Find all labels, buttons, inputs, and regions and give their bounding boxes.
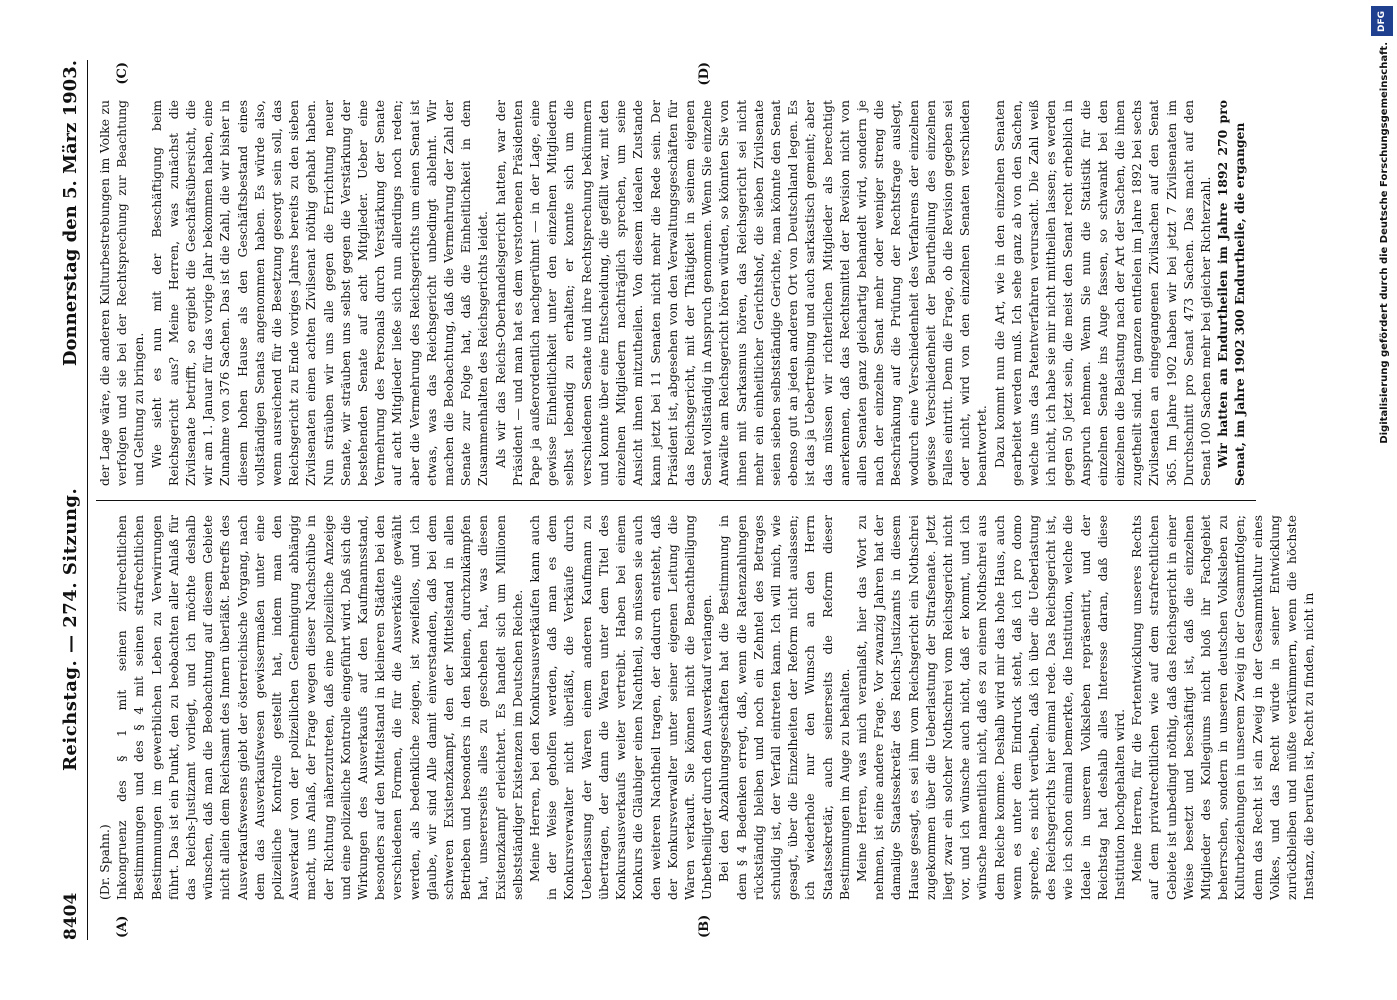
paragraph: Bei den Abzahlungsgeschäften hat die Bestimmung in dem § 4 Bedenken erregt, daß, wenn die Ratenzahlungen rückständig bleiben und noch ein Zehntel des Betrages schuldig ist, der Verfall eintreten kann. Ich will mich, wie gesagt, über die Einzelheiten der Reform nicht auslassen; ich wiederhole nur den Wunsch an den Herrn Staatssekretär, auch seinerseits die Reform dieser Bestimmungen im Auge zu behalten.: [716, 515, 852, 900]
page-number: 8404: [61, 892, 81, 940]
right-column: [96, 60, 1256, 500]
paragraph: Meine Herren, bei den Konkursausverkäufen kann auch in der Weise geholfen werden, daß man es dem Konkursverwalter nicht überläßt, die Verkäufe durch Ueberlassung der Waren einem anderen Kaufmann zu übertragen, der dann die Waren unter dem Titel des Konkursausverkaufs weiter vertreibt. Haben bei einem Konkurs die Gläubiger einen Nachtheil, so müssen sie auch den weiteren Nachtheil tragen, der dadurch entsteht, daß der Konkursverwalter unter seiner eigenen Leitung die Waren verkauft. Sie können nicht die Benachtheiligung Unbetheiligter durch den Ausverkauf verlangen.: [527, 515, 715, 900]
credit-text: Digitalisierung gefördert durch die Deutsche Forschungsgemeinschaft.: [1379, 42, 1390, 444]
header-session: Reichstag. — 274. Sitzung.: [60, 487, 81, 772]
margin-mark-a: (A): [115, 915, 130, 938]
digitization-credit: [1369, 6, 1393, 996]
paragraph: Inkongruenz des § 1 mit seinen zivilrechtlichen Bestimmungen und des § 4 mit seinen strafrechtlichen Bestimmungen im gewerblichen Leben zu Verwirrungen führt. Das ist ein Punkt, den zu beobachten aller Anlaß für das Reichs-Justizamt vorliegt, und ich möchte deshalb wünschen, daß man die Beobachtung auf diesem Gebiete nicht allein dem Reichsamt des Innern überläßt. Betreffs des Ausverkaufswesens giebt der österreichische Vorgang, nach dem das Ausverkaufswesen gewissermaßen unter eine polizeiliche Kontrolle gestellt hat, indem man den Ausverkauf von der polizeilichen Genehmigung abhängig macht, uns Anlaß, der Frage wegen dieser Nachschübe in der Richtung näherzutreten, daß eine polizeiliche Anzeige und eine polizeiliche Kontrolle eingeführt wird. Daß sich die Wirkungen des Ausverkaufs auf den Kaufmannsstand, besonders auf den Mittelstand in kleineren Städten bei den verschiedenen Formen, die für die Ausverkäufe gewählt werden, als bedenkliche zeigen, ist zweifellos, und ich glaube, wir sind Alle damit einverstanden, daß bei dem schweren Existenzkampf, den der Mittelstand in allen Betrieben und besonders in den kleinen, durchzukämpfen hat, unsererseits alles zu geschehen hat, was diesen Existenzkampf erleichtert. Es handelt sich um Millionen selbstständiger Existenzen im Deutschen Reiche.: [114, 515, 525, 900]
dfg-logo: DFG: [1371, 6, 1393, 36]
header-date: Donnerstag den 5. März 1903.: [60, 60, 81, 367]
speaker-label: (Dr. Spahn.): [97, 824, 112, 900]
paragraph: Meine Herren, für die Fortentwicklung unseres Rechts auf dem privatrechtlichen wie auf dem strafrechtlichen Gebiete ist unbedingt nöthig, daß das Reichsgericht in einer Weise besetzt und beschäftigt ist, daß die einzelnen Mitglieder des Kollegiums nicht bloß ihr Fachgebiet beherrschen, sondern in unseren deutschen Volksleben zu Kulturbeziehungen in unserem Zweig in der Gesammtfolgen; denn das Recht ist ein Zweig in der Gesammtkultur eines Volkes, und das Recht würde in seiner Entwicklung zurückbleiben und müßte verkümmern, wenn die höchste Instanz, die berufen ist, Recht zu finden, nicht in: [1129, 515, 1317, 900]
text-columns: [96, 60, 1317, 940]
paragraph: Meine Herren, was mich veranlaßt, hier das Wort zu nehmen, ist eine andere Frage. Vor zwanzig Jahren hat der damalige Staatssekretär des Reichs-Justizamts in diesem Hause gesagt, es sei ihm vom Reichsgericht ein Nothschrei zugekommen über die Ueberlastung der Strafsenate. Jetzt liegt zwar ein solcher Nothschrei vom Reichsgericht nicht vor, und ich wünsche auch nicht, daß er kommt, und ich wünsche namentlich nicht, daß es zu einem Nothschrei aus dem Reiche komme. Deshalb wird mir das hohe Haus, auch wenn es unter dem Eindruck steht, daß ich pro domo spreche, es nicht verübeln, daß ich über die Ueberlastung des Reichsgerichts hier einmal rede. Das Reichsgericht ist, wie ich schon einmal bemerkte, die Institution, welche die Ideale in unserem Volksleben repräsentirt, und der Reichstag hat deshalb alles Interesse daran, daß diese Institution hochgehalten wird.: [853, 515, 1127, 900]
paragraph: Wie sieht es nun mit der Beschäftigung beim Reichsgericht aus? Meine Herren, was zunächst die Zivilsenate betrifft, so ergiebt die Geschäftsübersicht, die wir am 1. Januar für das vorige Jahr bekommen haben, eine Zunahme von 376 Sachen. Das ist die Zahl, die wir bisher in diesem hohen Hause als den Geschäftsbestand eines vollständigen Senats angenommen haben. Es würde also, wenn ausreichend für die Besetzung gesorgt sein soll, das Reichsgericht zu Ende voriges Jahres bereits zu den sieben Zivilsenaten einen achten Zivilsenat nöthig gehabt haben. Nun sträuben wir uns alle gegen die Errichtung neuer Senate, wir sträuben uns selbst gegen die Verstärkung der bestehenden Senate auf acht Mitglieder. Ueber eine Vermehrung des Personals durch Verstärkung der Senate auf acht Mitglieder ließe sich nun allerdings noch reden; aber die Vermehrung des Reichsgerichts um einen Senat ist etwas, was das Reichsgericht unbedingt ablehnt. Wir machen die Beobachtung, daß die Vermehrung der Zahl der Senate zur Folge hat, daß die Einheitlichkeit in dem Zusammenhalten des Reichsgerichts leidet.: [148, 100, 491, 486]
paragraph: Wir hatten an Endurtheilen im Jahre 1892 270 pro Senat, im Jahre 1902 300 Endurtheile, die ergangen: [1215, 100, 1248, 486]
paragraph: der Lage wäre, die anderen Kulturbestrebungen im Volke zu verfolgen und sie bei der Rechtsprechung zur Beachtung und Geltung zu bringen.: [97, 100, 147, 486]
paragraph: Als wir das Reichs-Oberhandelsgericht hatten, war der Präsident — und man hat es dem verstorbenen Präsidenten Pape ja außerordentlich nachgerühmt — in der Lage, eine gewisse Einheitlichkeit unter den einzelnen Mitgliedern selbst lebendig zu erhalten; er konnte sich um die verschiedenen Senate und ihre Rechtsprechung bekümmern und konnte über eine Entscheidung, die gefällt war, mit den einzelnen Mitgliedern nachträglich sprechen, um seine Ansicht ihnen mitzutheilen. Von diesem idealen Zustande kann jetzt bei 11 Senaten nicht mehr die Rede sein. Der Präsident ist, abgesehen von den Verwaltungsgeschäften für das Reichsgericht, mit der Thätigkeit in seinem eigenen Senat vollständig in Anspruch genommen. Wenn Sie einzelne Anwälte am Reichsgericht hören würden, so könnten Sie von ihnen mit Sarkasmus hören, das Reichsgericht sei nicht mehr ein einheitlicher Gerichtshof, die sieben Zivilsenate seien sieben selbstständige Gerichte, man könnte den Senat ebenso gut an jeden anderen Ort von Deutschland legen. Es ist das ja Uebertreibung und auch sarkastisch gemeint; aber das müssen wir richterlichen Mitglieder als berechtigt anerkennen, daß das Rechtsmittel der Revision nicht von allen Senaten ganz gleichartig behandelt wird, sondern je nach der einzelne Senat mehr oder weniger streng die Beschränkung auf die Prüfung der Rechtsfrage auslegt, wodurch eine Verschiedenheit des Verfahrens der einzelnen gewisse Verschiedenheit der Beurtheilung des einzelnen Falles eintritt. Denn die Frage, ob die Revision gegeben sei oder nicht, wird von den einzelnen Senaten verschieden beantwortet.: [492, 100, 990, 486]
margin-mark-d: (D): [697, 62, 712, 86]
paragraph: Dazu kommt nun die Art, wie in den einzelnen Senaten gearbeitet werden muß. Ich sehe ganz ab von den Sachen, welche uns das Patentverfahren verursacht. Die Zahl weiß ich nicht, ich habe sie mir nicht mittheilen lassen; es werden gegen 50 jetzt sein, die meist den Senat recht erheblich in Anspruch nehmen. Wenn Sie nun die Statistik für die einzelnen Senate ins Auge fassen, so schwankt bei den einzelnen die Belastung nach der Art der Sachen, die ihnen zugetheilt sind. Im ganzen entfielen im Jahre 1892 bei sechs Zivilsenaten an eingegangenen Zivilsachen auf den Senat 365. Im Jahre 1902 haben wir bei jetzt 7 Zivilsenaten im Durchschnitt pro Senat 473 Sachen. Das macht auf den Senat 100 Sachen mehr bei gleicher Richterzahl.: [991, 100, 1213, 486]
margin-mark-c: (C): [115, 62, 130, 85]
margin-mark-b: (B): [697, 914, 712, 938]
page-header: [60, 60, 88, 940]
left-column: [96, 500, 1317, 940]
